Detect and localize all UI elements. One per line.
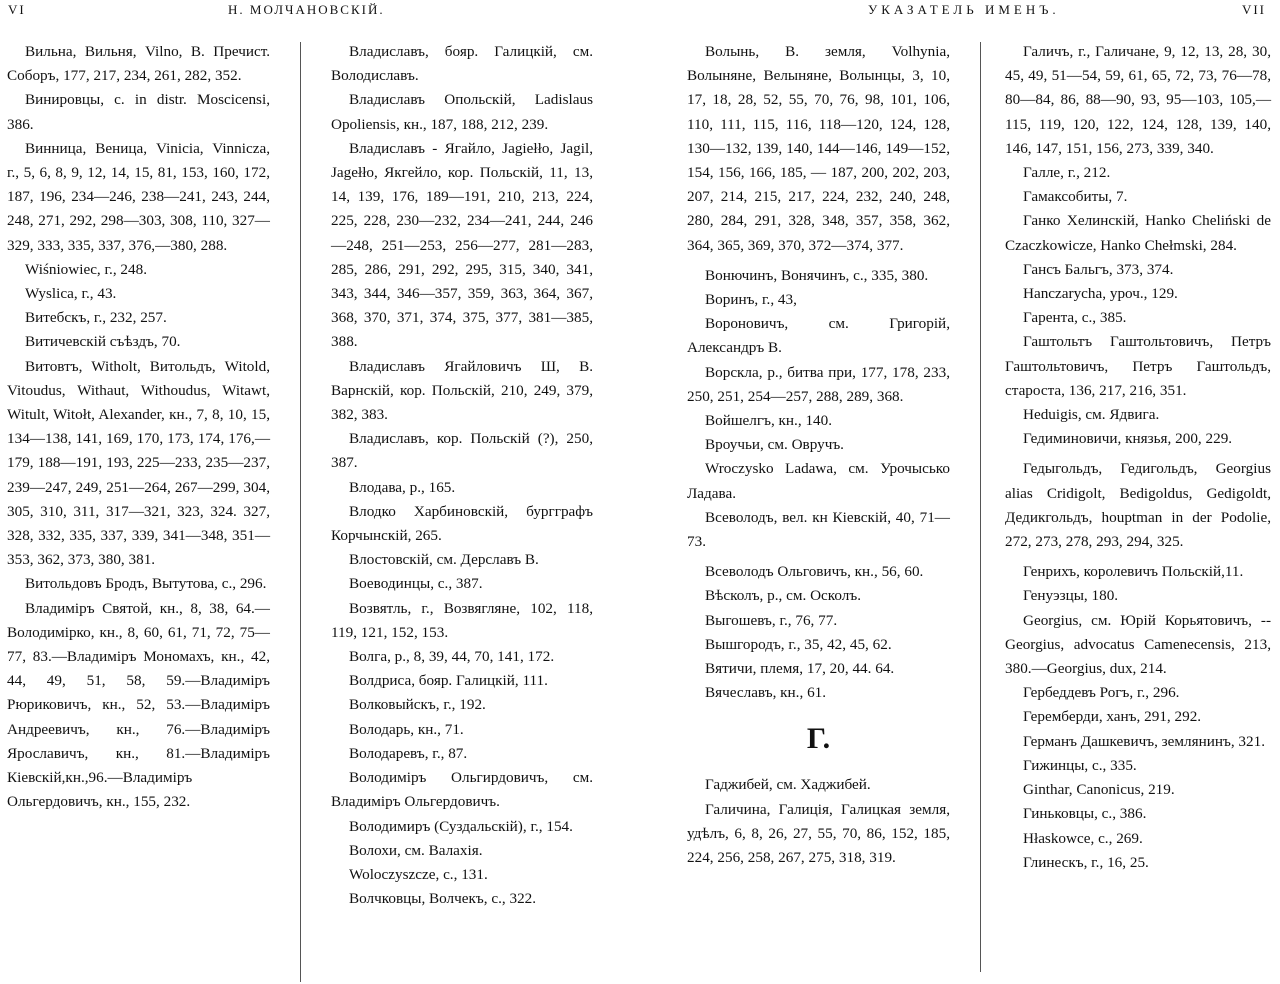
index-entry: Владиміръ Святой, кн., 8, 38, 64.—Володимірко, кн., 8, 60, 61, 71, 72, 75—77, 83.—Владиміръ Мономахъ, кн., 42, 44, 49, 51, 58, 59.—Владиміръ Рюриковичъ, кн., 52, 53.—Владиміръ Андреевичъ, кн., 76.—Владиміръ Ярославичъ, кн., 81.—Владиміръ Кіевскій,кн.,96.—Владиміръ Ольгердовичъ, кн., 155, 232. bbox=[7, 599, 270, 811]
index-entry: Владиславъ - Ягайло, Jagiełło, Jagil, Jagełło, Якгейло, кор. Польскій, 11, 13, 14, 139, 176, 189—191, 210, 213, 224, 225, 228, 230—232, 234—241, 244, 246—248, 251—253, 256—277, 281—283, 285, 286, 291, 292, 295, 315, 340, 341, 343, 344, 346—357, 359, 363, 364, 367, 368, 370, 371, 374, 375, 377, 381—385, 388. bbox=[331, 139, 593, 351]
index-entry: Гиньковцы, с., 386. bbox=[1023, 805, 1147, 823]
index-entry: Woloczyszcze, с., 131. bbox=[349, 865, 488, 883]
page-number: VII bbox=[1241, 2, 1266, 17]
left-page bbox=[0, 0, 615, 984]
index-entry: Гербеддевъ Рогъ, г., 296. bbox=[1023, 684, 1180, 702]
index-entry: Вышгородъ, г., 35, 42, 45, 62. bbox=[705, 635, 892, 653]
index-entry: Гаштольтъ Гаштольтовичъ, Петръ Гаштольтовичъ, Петръ Гаштольдъ, староста, 136, 217, 216, 351. bbox=[1005, 333, 1271, 399]
index-entry: Володаревъ, г., 87. bbox=[349, 744, 468, 762]
column-divider bbox=[980, 42, 981, 972]
index-entry: Ginthar, Canonicus, 219. bbox=[1023, 781, 1175, 799]
index-entry: Володиміръ Ольгирдовичъ, см. Владиміръ Ольгердовичъ. bbox=[331, 769, 593, 811]
index-entry: Wiśniowiec, г., 248. bbox=[25, 260, 148, 278]
index-entry: Гансъ Бальгъ, 373, 374. bbox=[1023, 260, 1174, 278]
index-entry: Волынь, В. земля, Volhynia, Волыняне, Велыняне, Волынцы, 3, 10, 17, 18, 28, 52, 55, 70, 76, 98, 101, 106, 110, 111, 115, 116, 118—120, 124, 128, 130—132, 139, 140, 144—146, 149—152, 154, 156, 166, 185, — 187, 200, 202, 203, 207, 214, 215, 217, 224, 232, 240, 248, 280, 284, 291, 328, 348, 357, 358, 362, 364, 365, 369, 370, 372—374, 377. bbox=[687, 43, 950, 254]
index-entry: Генуэзцы, 180. bbox=[1023, 587, 1119, 605]
index-entry: Heduigis, см. Ядвига. bbox=[1023, 406, 1160, 424]
index-entry: Влодко Харбиновскій, бургграфъ Корчынскій, 265. bbox=[331, 502, 593, 545]
page-header bbox=[0, 2, 615, 24]
index-column-2 bbox=[331, 40, 593, 911]
index-entry: Волга, р., 8, 39, 44, 70, 141, 172. bbox=[349, 648, 555, 666]
section-letter: Г. bbox=[806, 722, 831, 756]
index-entry: Вороновичъ, см. Григорій, Александръ В. bbox=[687, 315, 950, 357]
index-entry: Володимиръ (Суздальскій), г., 154. bbox=[349, 817, 573, 835]
index-entry: Владиславъ Опольскій, Ladislaus Opoliensis, кн., 187, 188, 212, 239. bbox=[331, 91, 593, 133]
index-entry: Вѣсколъ, р., см. Осколъ. bbox=[705, 587, 862, 605]
index-entry: Вильна, Вильня, Vilno, В. Пречист. Соборъ, 177, 217, 234, 261, 282, 352. bbox=[7, 43, 270, 85]
index-entry: Возвятль, г., Возвягляне, 102, 118, 119, 121, 152, 153. bbox=[331, 599, 593, 641]
index-entry: Wyslica, г., 43. bbox=[25, 285, 117, 303]
index-entry: Влостовскій, см. Дерславъ В. bbox=[349, 551, 539, 569]
index-entry: Гарента, с., 385. bbox=[1023, 309, 1127, 327]
index-entry: Витовтъ, Witholt, Витольдъ, Witold, Vitoudus, Withaut, Withoudus, Witawt, Witult, Witołt, Alexander, кн., 7, 8, 10, 15, 134—138, 141, 169, 170, 173, 174, 176,—179, 188—191, 193, 225—233, 235—237, 239—247, 249, 251—264, 267—299, 304, 305, 310, 311, 317—321, 323, 324. 327, 328, 332, 335, 337, 339, 341—348, 351—353, 362, 373, 380, 381. bbox=[7, 357, 270, 569]
index-entry: Гедиминовичи, князья, 200, 229. bbox=[1023, 430, 1233, 448]
index-entry: Винировцы, с. in distr. Moscicensi, 386. bbox=[7, 91, 270, 133]
index-entry: Галичъ, г., Галичане, 9, 12, 13, 28, 30, 45, 49, 51—54, 59, 61, 65, 72, 73, 76—78, 80—84, 86, 88—90, 93, 95—103, 105,—115, 119, 120, 122, 124, 128, 139, 140, 146, 147, 151, 156, 273, 339, 340. bbox=[1005, 43, 1271, 157]
index-entry: Вятичи, племя, 17, 20, 44. 64. bbox=[705, 660, 895, 678]
index-entry: Волохи, см. Валахія. bbox=[349, 841, 483, 859]
index-entry: Вячеславъ, кн., 61. bbox=[705, 684, 827, 702]
index-entry: Всеволодъ, вел. кн Кіевскій, 40, 71—73. bbox=[687, 508, 950, 551]
index-entry: Глинескъ, г., 16, 25. bbox=[1023, 853, 1149, 871]
index-entry: Ганко Хелинскій, Hanko Cheliński de Czaczkowicze, Hanko Chełmski, 284. bbox=[1005, 212, 1271, 254]
index-column-1 bbox=[687, 40, 950, 870]
right-page bbox=[660, 0, 1280, 984]
index-entry: Галле, г., 212. bbox=[1023, 164, 1111, 182]
index-entry: Гамаксобиты, 7. bbox=[1023, 188, 1128, 206]
index-entry: Винница, Веница, Vinicia, Vinnicza, г., 5, 6, 8, 9, 12, 14, 15, 81, 153, 160, 172, 187, 196, 234—246, 238—241, 243, 244, 248, 271, 292, 298—303, 308, 110, 327—329, 333, 335, 337, 376,—380, 288. bbox=[7, 139, 270, 254]
index-entry: Гедыгольдъ, Гедигольдъ, Georgius alias Cridigolt, Bedigoldus, Gedigoldt, Дедикгольдъ, houptman in der Podolie, 272, 273, 278, 293, 294, 325. bbox=[1005, 460, 1271, 551]
index-entry: Владиславъ, бояр. Галицкій, см. Володиславъ. bbox=[331, 43, 593, 85]
page-header bbox=[660, 2, 1280, 24]
index-entry: Галичина, Галиція, Галицкая земля, удѣлъ, 6, 8, 26, 27, 55, 70, 86, 152, 185, 224, 256, 258, 267, 275, 318, 319. bbox=[687, 800, 950, 867]
index-entry: Владиславъ Ягайловичъ Ш, В. Варнскій, кор. Польскій, 210, 249, 379, 382, 383. bbox=[331, 357, 593, 424]
index-entry: Ворскла, р., битва при, 177, 178, 233, 250, 251, 254—257, 288, 289, 368. bbox=[687, 363, 950, 405]
index-entry: Гижинцы, с., 335. bbox=[1023, 756, 1137, 774]
index-entry: Владиславъ, кор. Польскій (?), 250, 387. bbox=[331, 430, 593, 472]
index-entry: Геремберди, ханъ, 291, 292. bbox=[1023, 708, 1202, 726]
running-head: Н. МОЛЧАНОВСКІЙ. bbox=[228, 2, 385, 17]
index-entry: Hanczarycha, уроч., 129. bbox=[1023, 285, 1178, 303]
running-head: УКАЗАТЕЛЬ ИМЕНЪ. bbox=[868, 2, 1060, 17]
index-entry: Воринъ, г., 43, bbox=[705, 291, 797, 309]
page-number: VI bbox=[8, 2, 26, 17]
index-entry: Всеволодъ Ольговичъ, кн., 56, 60. bbox=[705, 563, 924, 581]
index-entry: Витольдовъ Бродъ, Вытутова, с., 296. bbox=[25, 575, 267, 593]
index-entry: Выгошевъ, г., 76, 77. bbox=[705, 611, 838, 629]
index-entry: Генрихъ, королевичъ Польскій,11. bbox=[1023, 563, 1244, 581]
index-entry: Витичевскій съѣздъ, 70. bbox=[25, 333, 181, 351]
index-entry: Волчковцы, Волчекъ, с., 322. bbox=[349, 890, 537, 908]
index-entry: Georgius, см. Юрій Корьятовичъ, --Georgius, advocatus Camenecensis, 213, 380.—Georgius, dux, 214. bbox=[1005, 611, 1271, 678]
index-entry: Гаджибей, см. Хаджибей. bbox=[705, 776, 871, 794]
index-entry: Войшелгъ, кн., 140. bbox=[705, 412, 833, 430]
index-entry: Вроучьи, см. Овручъ. bbox=[705, 436, 844, 454]
index-column-1 bbox=[7, 40, 270, 815]
index-entry: Hłaskowce, с., 269. bbox=[1023, 829, 1143, 847]
index-entry: Володарь, кн., 71. bbox=[349, 720, 464, 738]
index-entry: Вонючинъ, Вонячинъ, с., 335, 380. bbox=[705, 266, 929, 284]
index-entry: Воеводинцы, с., 387. bbox=[349, 575, 483, 593]
index-entry: Германъ Дашкевичъ, землянинъ, 321. bbox=[1023, 732, 1265, 750]
index-entry: Влодава, р., 165. bbox=[349, 478, 456, 496]
index-entry: Волдриса, бояр. Галицкій, 111. bbox=[349, 672, 548, 690]
index-entry: Витебскъ, г., 232, 257. bbox=[25, 309, 167, 327]
column-divider bbox=[300, 42, 301, 982]
index-column-2 bbox=[1005, 40, 1271, 875]
index-entry: Wroczysko Ladawa, см. Урочысько Ладава. bbox=[687, 460, 950, 502]
index-entry: Волковыйскъ, г., 192. bbox=[349, 696, 486, 714]
